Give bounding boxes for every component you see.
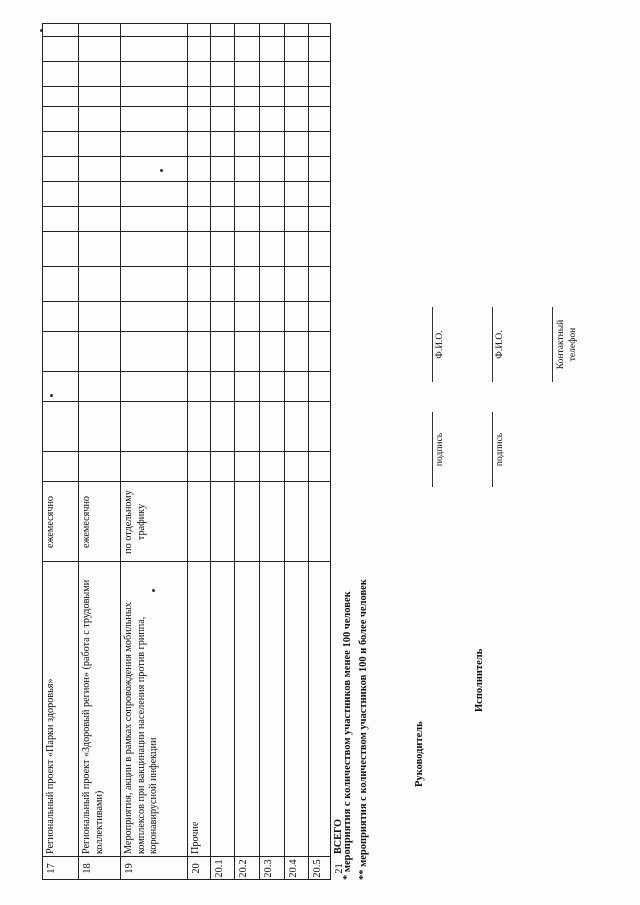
table-row-border xyxy=(259,24,260,880)
table-column-border xyxy=(42,331,331,332)
executor-signature-line xyxy=(492,412,493,487)
row-number: 20.4 xyxy=(288,859,299,878)
head-name-line xyxy=(432,307,433,382)
table-column-border xyxy=(42,401,331,402)
table-row-border xyxy=(284,24,285,880)
row-number: 19 xyxy=(124,863,135,874)
row-number: 21 xyxy=(334,863,345,874)
table-row-border xyxy=(42,24,43,880)
row-number: 20.1 xyxy=(214,859,225,878)
table-column-border xyxy=(42,561,331,562)
table-row-border xyxy=(78,24,79,880)
table-column-border xyxy=(42,181,331,182)
table-row-border xyxy=(308,24,309,880)
table-column-border xyxy=(42,266,331,267)
table-column-border xyxy=(42,231,331,232)
row-name: Региональный проект «Парки здоровья» xyxy=(45,678,56,854)
head-signature-line xyxy=(432,412,433,487)
table-row-border xyxy=(210,24,211,880)
row-name: Региональный проект «Здоровый регион» (работа с трудовыми коллективами) xyxy=(81,579,105,854)
row-number: 20.2 xyxy=(238,859,249,878)
footnote-double: ** мероприятия с количеством участников 100 и более человек xyxy=(358,579,369,880)
report-sheet xyxy=(12,19,626,892)
executor-name-line xyxy=(492,307,493,382)
contact-line xyxy=(552,307,553,382)
head-label: Руководитель xyxy=(414,721,425,787)
executor-name-caption: Ф.И.О. xyxy=(495,330,505,359)
row-number: 17 xyxy=(46,863,57,874)
row-number: 20 xyxy=(191,863,202,874)
executor-signature-caption: подпись xyxy=(495,432,505,467)
scan-speck xyxy=(50,394,53,397)
table-row-border xyxy=(120,24,121,880)
table-column-border xyxy=(42,106,331,107)
executor-label: Исполнитель xyxy=(474,648,485,712)
footnote-single: * мероприятия с количеством участников менее 100 человек xyxy=(342,591,353,880)
table-column-border xyxy=(42,371,331,372)
row-name: Мероприятия, акции в рамках сопровождения мобильных комплексов при вакцинации населения против гриппа, коронавирусной инфекции xyxy=(123,602,159,854)
table-column-border xyxy=(42,86,331,87)
table-column-border xyxy=(42,131,331,132)
table-row-border xyxy=(187,24,188,880)
table-column-border xyxy=(42,36,331,37)
contact-caption: Контактный телефон xyxy=(556,319,578,370)
row-periodicity: ежемесячно xyxy=(45,495,56,549)
table-column-border xyxy=(42,481,331,482)
row-number: 18 xyxy=(82,863,93,874)
row-periodicity: ежемесячно xyxy=(81,495,92,549)
row-name: ВСЕГО xyxy=(333,818,344,854)
table-row-border xyxy=(330,24,331,880)
scan-speck xyxy=(152,589,155,592)
table-column-border xyxy=(42,301,331,302)
row-periodicity: по отдельному трафику xyxy=(123,490,147,554)
table-column-border xyxy=(42,206,331,207)
row-number: 20.5 xyxy=(312,859,323,878)
table-column-border xyxy=(42,156,331,157)
head-signature-caption: подпись xyxy=(435,432,445,467)
table-column-border xyxy=(42,61,331,62)
table-column-border xyxy=(42,451,331,452)
table-column-border xyxy=(42,23,331,24)
head-name-caption: Ф.И.О. xyxy=(435,330,445,359)
row-number: 20.3 xyxy=(263,859,274,878)
scan-speck xyxy=(40,29,43,32)
scan-speck xyxy=(160,169,163,172)
table-row-border xyxy=(234,24,235,880)
row-name: Прочие xyxy=(190,821,201,854)
